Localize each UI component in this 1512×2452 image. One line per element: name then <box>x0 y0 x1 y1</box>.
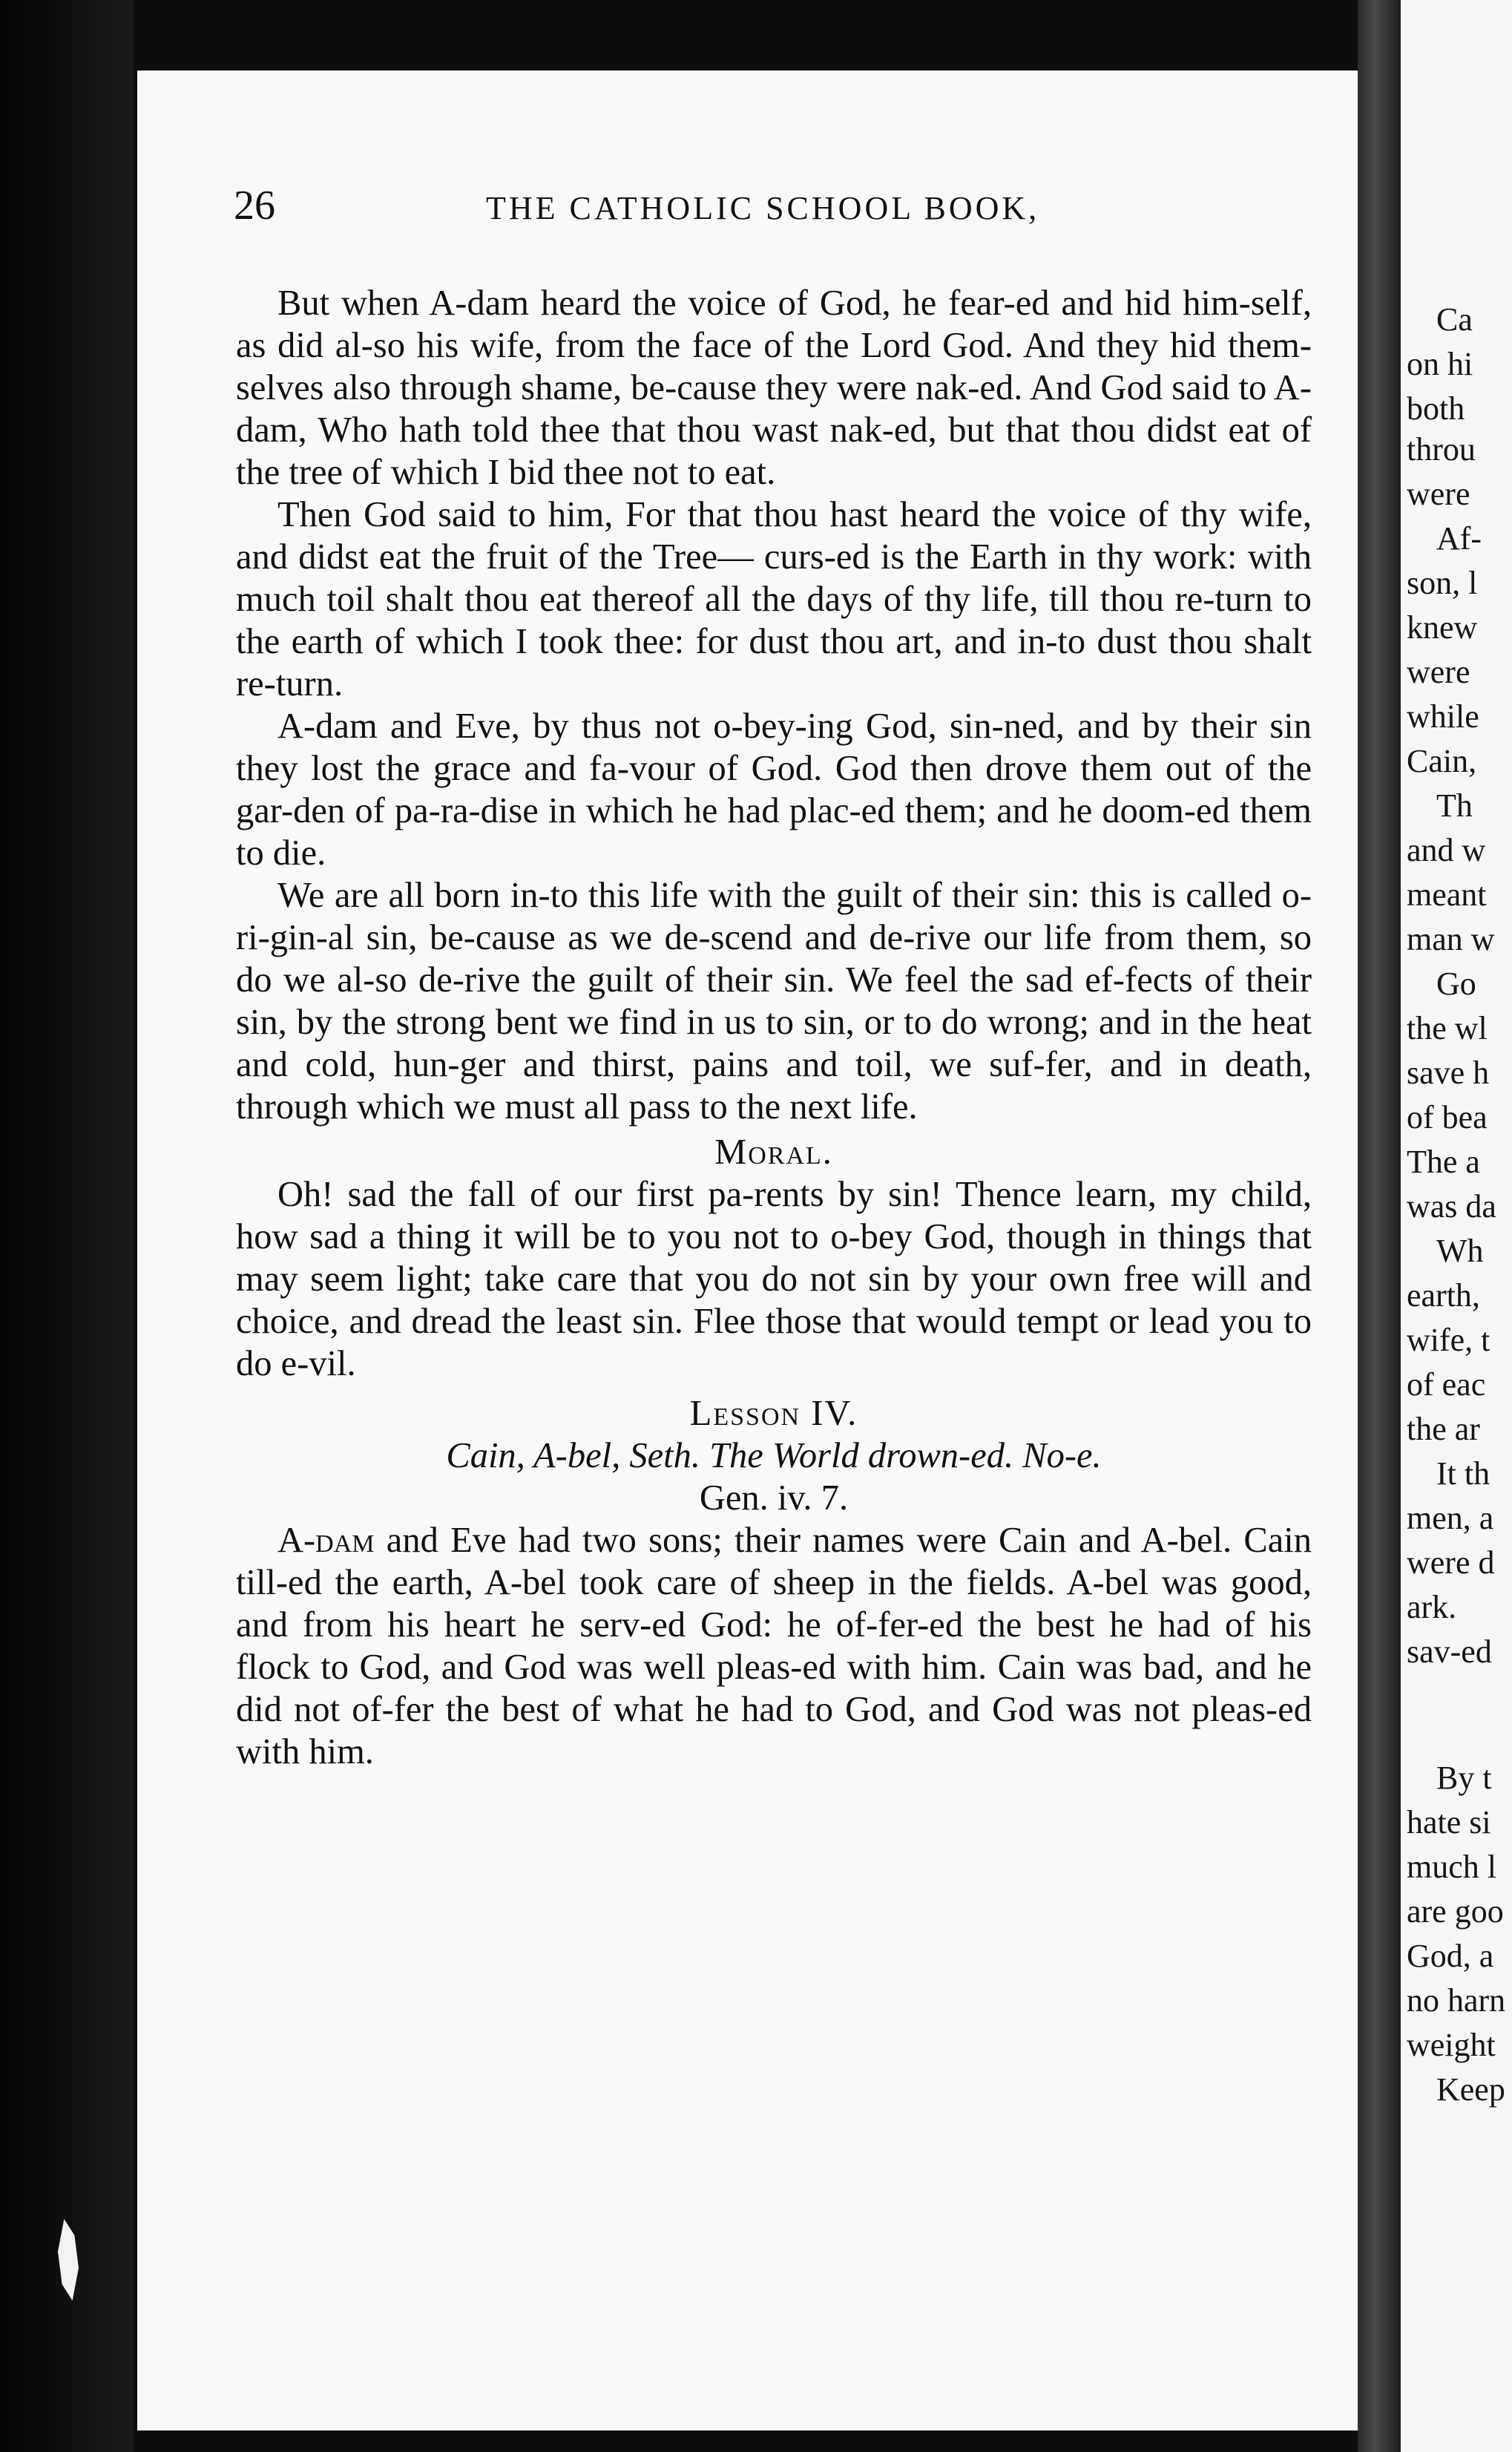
facing-page-fragment: the wl <box>1407 1010 1488 1046</box>
facing-page-fragment: man w <box>1407 921 1495 957</box>
lesson-text: and Eve had two sons; their names were Cain and A-bel. Cain till-ed the earth, A-bel took care of sheep in the fields. A-bel was good, and from his heart he serv-ed God: he of-fer-ed the best he had of his flock to God, and God was well pleas-ed with him. Cain was bad, and he did not of-fer the best of what he had to God, and God was not pleas-ed with him. <box>236 1521 1312 1771</box>
moral-heading: Moral. <box>714 1132 833 1172</box>
facing-page-fragment: Keep <box>1436 2071 1505 2108</box>
facing-page-fragment: Th <box>1436 787 1473 824</box>
lesson-paragraph <box>236 1519 1312 1773</box>
facing-page-fragment: are goo <box>1407 1893 1504 1930</box>
facing-page-fragment: Go <box>1436 966 1476 1002</box>
facing-page-fragment: It th <box>1436 1455 1490 1492</box>
facing-page-fragment: Ca <box>1436 301 1473 338</box>
facing-page-fragment: Wh <box>1436 1233 1484 1269</box>
facing-page-fragment: meant <box>1407 876 1487 913</box>
lesson-first-word: A-dam <box>277 1521 375 1560</box>
facing-page-fragment: on hi <box>1407 346 1473 382</box>
facing-page-fragment: the ar <box>1407 1411 1480 1447</box>
facing-page <box>1401 0 1512 2452</box>
paragraph: But when A-dam heard the voice of God, he fear-ed and hid him-self, as did al-so his wife, from the face of the Lord God. And they hid them-selves also through shame, be-cause they were nak-ed. And God said to A-dam, Who hath told thee that thou wast nak-ed, but that thou didst eat of the tree of which I bid thee not to eat. <box>236 283 1312 492</box>
facing-page-fragment: and w <box>1407 832 1486 868</box>
page-header <box>234 182 1332 234</box>
facing-page-fragment: were <box>1407 476 1470 512</box>
facing-page-fragment: son, l <box>1407 565 1478 601</box>
paragraph: Then God said to him, For that thou hast heard the voice of thy wife, and didst eat the fruit of the Tree— curs-ed is the Earth in thy work: with much toil shalt thou eat thereof all the days of thy life, till thou re-turn to the earth of which I took thee: for dust thou art, and in-to dust thou shalt re-turn. <box>236 495 1312 704</box>
facing-page-fragment: men, a <box>1407 1500 1494 1536</box>
facing-page-fragment: sav-ed <box>1407 1633 1492 1670</box>
facing-page-fragment: knew <box>1407 609 1478 646</box>
facing-page-fragment: throu <box>1407 431 1476 468</box>
moral-paragraph: Oh! sad the fall of our first pa-rents by sin! Thence learn, my child, how sad a thing it will be to you not to o-bey God, though in things that may seem light; take care that you do not sin by your own free will and choice, and dread the least sin. Flee those that would tempt or lead you to do e-vil. <box>236 1175 1312 1383</box>
running-head: THE CATHOLIC SCHOOL BOOK, <box>486 190 1040 226</box>
page-body <box>236 282 1312 1773</box>
lesson-subtitle: Cain, A-bel, Seth. The World drown-ed. No-e. <box>446 1436 1102 1475</box>
page-number: 26 <box>234 183 275 229</box>
scripture-reference: Gen. iv. 7. <box>699 1478 849 1518</box>
facing-page-fragment: no harn <box>1407 1982 1506 2019</box>
facing-page-fragment: both <box>1407 390 1465 427</box>
scan-left-margin <box>0 0 134 2452</box>
facing-page-fragment: By t <box>1436 1760 1492 1796</box>
facing-page-fragment: Af- <box>1436 520 1482 557</box>
facing-page-fragment: of eac <box>1407 1366 1486 1403</box>
facing-page-fragment: weight <box>1407 2027 1496 2063</box>
facing-page-fragment: much l <box>1407 1849 1496 1885</box>
paragraph: We are all born in-to this life with the guilt of their sin: this is called o-ri-gin-al sin, be-cause as we de-scend and de-rive our life from them, so do we al-so de-rive the guilt of their sin. We feel the sad ef-fects of their sin, by the strong bent we find in us to sin, or to do wrong; and in the heat and cold, hun-ger and thirst, pains and toil, we suf-fer, and in death, through which we must all pass to the next life. <box>236 876 1312 1127</box>
facing-page-fragment: God, a <box>1407 1938 1494 1974</box>
facing-page-fragment: were <box>1407 654 1470 690</box>
book-gutter <box>1358 0 1401 2452</box>
paragraph: A-dam and Eve, by thus not o-bey-ing God, sin-ned, and by their sin they lost the grace and fa-vour of God. God then drove them out of the gar-den of pa-ra-dise in which he had plac-ed them; and he doom-ed them to die. <box>236 707 1312 873</box>
lesson-heading: Lesson IV. <box>689 1394 858 1433</box>
facing-page-fragment: earth, <box>1407 1277 1480 1314</box>
facing-page-fragment: Cain, <box>1407 743 1477 779</box>
facing-page-fragment: while <box>1407 698 1479 735</box>
facing-page-fragment: save h <box>1407 1055 1490 1091</box>
facing-page-fragment: were d <box>1407 1544 1495 1581</box>
facing-page-fragment: The a <box>1407 1144 1480 1180</box>
facing-page-fragment: ark. <box>1407 1589 1457 1625</box>
facing-page-fragment: was da <box>1407 1188 1496 1225</box>
facing-page-fragment: of bea <box>1407 1099 1488 1135</box>
facing-page-fragment: wife, t <box>1407 1322 1490 1358</box>
facing-page-fragment: hate si <box>1407 1804 1491 1840</box>
